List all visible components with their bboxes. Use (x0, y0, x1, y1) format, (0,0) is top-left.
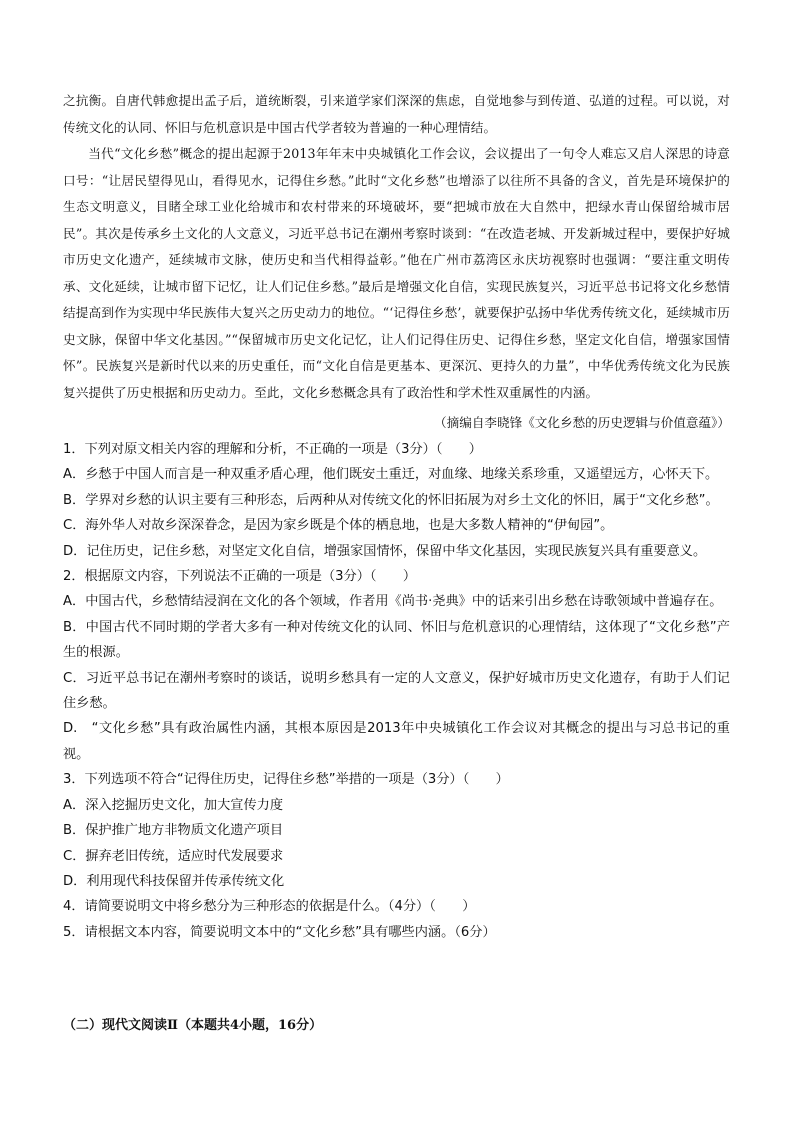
question-1: 1．下列对原文相关内容的理解和分析，不正确的一项是（3分）（ ） (63, 442, 482, 457)
question-1-option-c: C．海外华人对故乡深深眷念，是因为家乡既是个体的栖息地，也是大多数人精神的“伊甸园”。 (63, 518, 614, 534)
question-list (63, 437, 730, 945)
passage-source: （摘编自李晓锋《文化乡愁的历史逻辑与价值意蕴》） (434, 415, 730, 430)
question-1-option-a: A．乡愁于中国人而言是一种双重矛盾心理，他们既安土重迁，对血缘、地缘关系珍重，又遥望远方，心怀天下。 (63, 467, 719, 483)
question-2-option-d: D. “文化乡愁”具有政治属性内涵，其根本原因是2013年中央城镇化工作会议对其概念的提出与习总书记的重视。 (63, 721, 730, 762)
question-3-option-b: B．保护推广地方非物质文化遗产项目 (63, 823, 284, 839)
question-2-option-b: B．中国古代不同时期的学者大多有一种对传统文化的认同、怀旧与危机意识的心理情结，这体现了“文化乡愁”产生的根源。 (63, 619, 730, 661)
question-5: 5．请根据文本内容，简要说明文本中的“文化乡愁”具有哪些内涵。（6分） (63, 924, 496, 940)
question-2-option-a: A．中国古代，乡愁情结浸润在文化的各个领域，作者用《尚书·尧典》中的话来引出乡愁在诗歌领域中普遍存在。 (63, 594, 723, 610)
question-3-option-d: D．利用现代科技保留并传承传统文化 (63, 873, 285, 889)
question-1-option-d: D．记住历史，记住乡愁，对坚定文化自信，增强家国情怀，保留中华文化基因，实现民族复兴具有重要意义。 (63, 543, 707, 559)
reading-passage (63, 88, 730, 406)
question-3: 3．下列选项不符合“记得住历史，记得住乡愁”举措的一项是（3分）（ ） (63, 772, 509, 788)
passage-paragraph-1: 之抗衡。自唐代韩愈提出孟子后，道统断裂，引来道学家们深深的焦虑，自觉地参与到传道、弘道的过程。可以说，对传统文化的认同、怀旧与危机意识是中国古代学者较为普遍的一种心理情结。 (63, 93, 730, 135)
question-2: 2．根据原文内容，下列说法不正确的一项是（3分）（ ） (63, 569, 417, 585)
passage-paragraph-2: 当代“文化乡愁”概念的提出起源于2013年年末中央城镇化工作会议，会议提出了一句令人难忘又启人深思的诗意口号：“让居民望得见山，看得见水，记得住乡愁。”此时“文化乡愁”也增添了以往所不具备的含义，首先是环境保护的生态文明意义，目睹全球工业化给城市和农村带来的环境破坏，要“把城市放在大自然中，把绿水青山保留给城市居民”。其次是传承乡土文化的人文意义，习近平总书记在潮州考察时谈到：“在改造老城、开发新城过程中，要保护好城市历史文化遗产，延续城市文脉，使历史和当代相得益彰。”他在广州市荔湾区永庆坊视察时也强调：“要注重文明传承、文化延续，让城市留下记忆，让人们记住乡愁。”最后是增强文化自信，实现民族复兴，习近平总书记将文化乡愁情结提高到作为实现中华民族伟大复兴之历史动力的地位。“‘记得住乡愁’，就要保护弘扬中华优秀传统文化，延续城市历史文脉，保留中华文化基因。”“保留城市历史文化记忆，让人们记得住历史、记得住乡愁，坚定文化自信，增强家国情怀”。民族复兴是新时代以来的历史重任，而“文化自信是更基本、更深沉、更持久的力量”，中华优秀传统文化为民族复兴提供了历史根据和历史动力。至此，文化乡愁概念具有了政治性和学术性双重属性的内涵。 (63, 146, 730, 400)
question-4: 4．请简要说明文中将乡愁分为三种形态的依据是什么。（4分）（ ） (63, 899, 476, 915)
question-2-option-c: C．习近平总书记在潮州考察时的谈话，说明乡愁具有一定的人文意义，保护好城市历史文化遗存，有助于人们记住乡愁。 (63, 670, 730, 712)
question-3-option-c: C．摒弃老旧传统，适应时代发展要求 (63, 848, 284, 864)
section-heading: （二）现代文阅读Ⅱ（本题共4小题，16分） (63, 1018, 323, 1033)
question-1-option-b: B．学界对乡愁的认识主要有三种形态，后两种从对传统文化的怀旧拓展为对乡土文化的怀旧，属于“文化乡愁”。 (63, 492, 719, 508)
question-3-option-a: A．深入挖掘历史文化，加大宣传力度 (63, 797, 284, 813)
